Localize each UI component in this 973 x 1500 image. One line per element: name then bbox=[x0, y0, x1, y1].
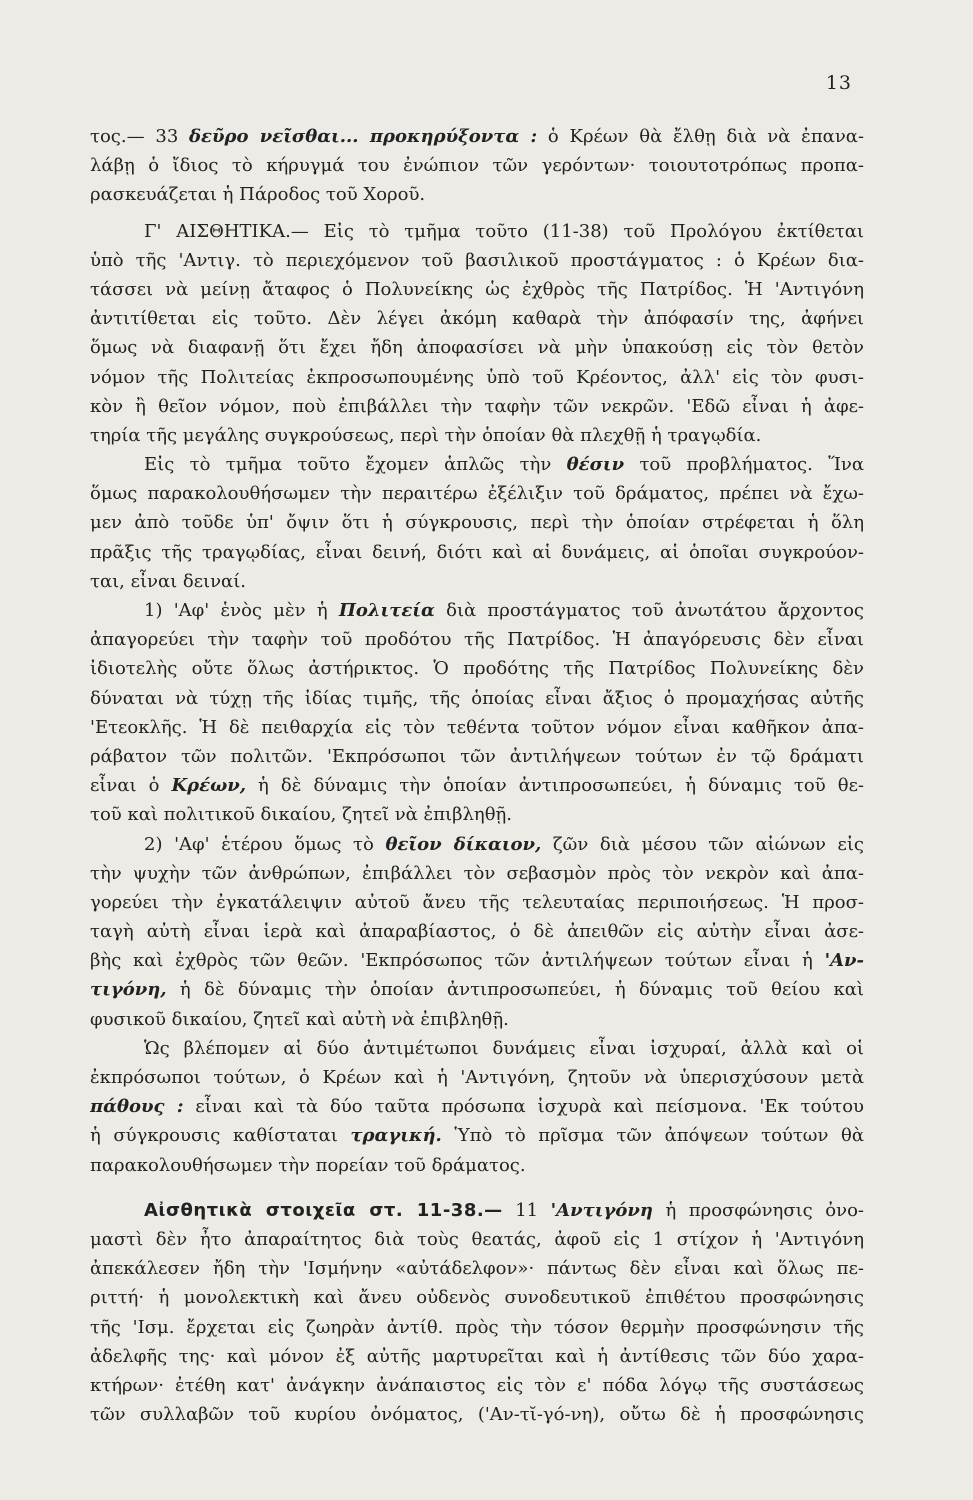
text-run: νόμον τῆς Πολιτείας ἐκπροσωπουμένης ὑπὸ τοῦ Κρέοντος, ἀλλ' εἰς τὸν φυσι- bbox=[90, 366, 864, 388]
text-run: μαστὶ δὲν ἦτο ἀπαραίτητος διὰ τοὺς θεατάς, ἀφοῦ εἰς 1 στίχον ἡ 'Αντιγόνη bbox=[90, 1228, 864, 1250]
text-line bbox=[90, 975, 864, 1004]
text-line bbox=[90, 363, 864, 392]
text-run: Ὑπὸ τὸ πρῖσμα τῶν ἀπόψεων τούτων θὰ bbox=[441, 1125, 864, 1147]
text-run: τῆς 'Ισμ. ἔρχεται εἰς ζωηρὰν ἀντίθ. πρὸς τὴν τόσον θερμὴν προσφώνησιν τῆς bbox=[90, 1316, 864, 1338]
text-line bbox=[90, 713, 864, 742]
text-run: δύναται νὰ τύχῃ τῆς ἰδίας τιμῆς, τῆς ὁποίας εἶναι ἄξιος ὁ προμαχήσας αὐτῆς bbox=[90, 687, 864, 709]
text-run: ὅμως νὰ διαφανῇ ὅτι ἔχει ἤδη ἀποφασίσει νὰ μὴν ὑπακούσῃ εἰς τὸν θετὸν bbox=[90, 337, 864, 359]
text-run: εἶναι ὁ bbox=[90, 775, 172, 797]
text-run: ἡ προσφώνησις ὀνο- bbox=[652, 1199, 864, 1221]
emphasized-text: Πολιτεία bbox=[338, 600, 435, 621]
text-run: τοῦ καὶ πολιτικοῦ δικαίου, ζητεῖ νὰ ἐπιβληθῇ. bbox=[90, 804, 513, 826]
text-run: τὴν ψυχὴν τῶν ἀνθρώπων, ἐπιβάλλει τὸν σεβασμὸν πρὸς τὸν νεκρὸν καὶ ἀπα- bbox=[90, 862, 864, 884]
text-line bbox=[90, 151, 864, 180]
text-line bbox=[90, 567, 864, 596]
text-run: ἀπαγορεύει τὴν ταφὴν τοῦ προδότου τῆς Πατρίδος. Ἡ ἀπαγόρευσις δὲν εἶναι bbox=[90, 629, 864, 651]
text-run: 11 bbox=[502, 1199, 551, 1221]
text-run: 1) 'Αφ' ἑνὸς μὲν ἡ bbox=[144, 600, 339, 621]
text-run: ἡ δὲ δύναμις τὴν ὁποίαν ἀντιπροσωπεύει, ἡ δύναμις τοῦ θείου καὶ bbox=[166, 979, 864, 1001]
body-text bbox=[90, 122, 864, 1429]
text-run: Γ' ΑΙΣΘΗΤΙΚΑ.— Εἰς τὸ τμῆμα τοῦτο (11-38) τοῦ Προλόγου ἐκτίθεται bbox=[144, 220, 864, 242]
text-line bbox=[90, 830, 864, 859]
text-run: βὴς καὶ ἐχθρὸς τῶν θεῶν. 'Εκπρόσωπος τῶν ἀντιλήψεων τούτων εἶναι ἡ bbox=[90, 950, 825, 972]
text-run: ταγὴ αὐτὴ εἶναι ἱερὰ καὶ ἀπαραβίαστος, ὁ δὲ ἀπειθῶν εἰς αὐτὴν εἶναι ἀσε- bbox=[90, 921, 864, 943]
text-line bbox=[90, 217, 864, 246]
text-run: τηρία τῆς μεγάλης συγκρούσεως, περὶ τὴν ὁποίαν θὰ πλεχθῇ ἡ τραγῳδία. bbox=[90, 424, 762, 446]
text-run: τος.— 33 bbox=[90, 126, 190, 147]
text-line bbox=[90, 1005, 864, 1034]
emphasized-text: δεῦρο νεῖσθαι... προκηρύξοντα : bbox=[189, 126, 538, 147]
section-heading: Αἰσθητικὰ στοιχεῖα στ. 11-38.— bbox=[144, 1199, 503, 1221]
text-run: Εἰς τὸ τμῆμα τοῦτο ἔχομεν ἁπλῶς τὴν bbox=[144, 454, 567, 476]
text-run: ὑπὸ τῆς 'Αντιγ. τὸ περιεχόμενον τοῦ βασιλικοῦ προστάγματος : ὁ Κρέων δια- bbox=[90, 249, 864, 271]
emphasized-text: θεῖον δίκαιον, bbox=[385, 833, 542, 855]
emphasized-text: τιγόνη, bbox=[90, 979, 167, 1001]
text-line bbox=[90, 1063, 864, 1092]
text-line bbox=[90, 1034, 864, 1063]
text-line bbox=[90, 1196, 864, 1225]
emphasized-text: 'Αν- bbox=[824, 950, 864, 972]
text-line bbox=[90, 596, 864, 625]
emphasized-text: τραγική. bbox=[350, 1125, 442, 1147]
text-line bbox=[90, 1313, 864, 1342]
text-run: διὰ προστάγματος τοῦ ἀνωτάτου ἄρχοντος bbox=[434, 600, 864, 621]
text-line bbox=[90, 1371, 864, 1400]
text-line bbox=[90, 538, 864, 567]
text-run: μεν ἀπὸ τοῦδε ὑπ' ὄψιν ὅτι ἡ σύγκρουσις, περὶ τὴν ὁποίαν στρέφεται ἡ ὅλη bbox=[90, 512, 864, 534]
text-line bbox=[90, 859, 864, 888]
text-run: ὁ Κρέων θὰ ἔλθῃ διὰ νὰ ἐπανα- bbox=[537, 126, 864, 147]
text-line bbox=[90, 917, 864, 946]
text-run: τοῦ προβλήματος. Ἵνα bbox=[624, 454, 864, 476]
text-run: ται, εἶναι δειναί. bbox=[90, 570, 246, 592]
text-run: ζῶν διὰ μέσου τῶν αἰώνων εἰς bbox=[541, 833, 864, 855]
text-line bbox=[90, 275, 864, 304]
text-run: παρακολουθήσωμεν τὴν πορείαν τοῦ δράματος. bbox=[90, 1154, 526, 1176]
paragraph-gap bbox=[90, 210, 864, 217]
text-line bbox=[90, 654, 864, 683]
text-run: λάβῃ ὁ ἴδιος τὸ κήρυγμά του ἐνώπιον τῶν γερόντων· τοιουτοτρόπως προπα- bbox=[90, 155, 864, 177]
text-line bbox=[90, 1283, 864, 1312]
text-run: εἶναι καὶ τὰ δύο ταῦτα πρόσωπα ἰσχυρὰ καὶ πείσμονα. 'Εκ τούτου bbox=[183, 1096, 864, 1118]
text-run: 'Ετεοκλῆς. Ἡ δὲ πειθαρχία εἰς τὸν τεθέντα τοῦτον νόμον εἶναι καθῆκον ἀπα- bbox=[90, 716, 864, 738]
emphasized-text: 'Αντιγόνη bbox=[550, 1199, 653, 1221]
text-line bbox=[90, 333, 864, 362]
text-line bbox=[90, 450, 864, 479]
text-line bbox=[90, 304, 864, 333]
text-line bbox=[90, 508, 864, 537]
text-line bbox=[90, 888, 864, 917]
text-line bbox=[90, 625, 864, 654]
text-line bbox=[90, 1151, 864, 1180]
paragraph-gap bbox=[90, 1180, 864, 1196]
text-run: τῶν συλλαβῶν τοῦ κυρίου ὀνόματος, ('Αν-τῐ-γό-νη), οὔτω δὲ ἡ προσφώνησις bbox=[90, 1404, 864, 1426]
text-line bbox=[90, 392, 864, 421]
text-line bbox=[90, 1254, 864, 1283]
text-line bbox=[90, 246, 864, 275]
text-line bbox=[90, 122, 864, 151]
text-run: ἀδελφῆς της· καὶ μόνον ἐξ αὐτῆς μαρτυρεῖται καὶ ἡ ἀντίθεσις τῶν δύο χαρα- bbox=[90, 1345, 864, 1367]
text-run: ἐκπρόσωποι τούτων, ὁ Κρέων καὶ ἡ 'Αντιγόνη, ζητοῦν νὰ ὑπερισχύσουν μετὰ bbox=[90, 1067, 864, 1088]
text-line bbox=[90, 684, 864, 713]
text-line bbox=[90, 479, 864, 508]
text-line bbox=[90, 1225, 864, 1254]
text-run: Ὡς βλέπομεν αἱ δύο ἀντιμέτωποι δυνάμεις εἶναι ἰσχυραί, ἀλλὰ καὶ οἱ bbox=[144, 1037, 864, 1059]
text-line bbox=[90, 1342, 864, 1371]
text-line bbox=[90, 1400, 864, 1429]
text-line bbox=[90, 421, 864, 450]
text-run: ριττή· ἡ μονολεκτικὴ καὶ ἄνευ οὐδενὸς συνοδευτικοῦ ἐπιθέτου προσφώνησις bbox=[90, 1287, 864, 1309]
text-line bbox=[90, 742, 864, 771]
text-run: ἀπεκάλεσεν ἤδη τὴν 'Ισμήνην «αὐτάδελφον»· πάντως δὲν εἶναι καὶ ὅλως πε- bbox=[90, 1258, 864, 1280]
text-run: κὸν ἢ θεῖον νόμον, ποὺ ἐπιβάλλει τὴν ταφὴν τῶν νεκρῶν. 'Εδῶ εἶναι ἡ ἀφε- bbox=[90, 395, 864, 417]
emphasized-text: πάθους : bbox=[90, 1096, 184, 1118]
text-run: κτήρων· ἐτέθη κατ' ἀνάγκην ἀνάπαιστος εἰς τὸν ε' πόδα λόγῳ τῆς συστάσεως bbox=[90, 1374, 864, 1396]
text-run: ὅμως παρακολουθήσωμεν τὴν περαιτέρω ἐξέλιξιν τοῦ δράματος, πρέπει νὰ ἔχω- bbox=[90, 483, 864, 505]
text-run: ἡ σύγκρουσις καθίσταται bbox=[90, 1125, 351, 1147]
page-number: 13 bbox=[825, 72, 852, 94]
text-run: τάσσει νὰ μείνῃ ἄταφος ὁ Πολυνείκης ὡς ἐχθρὸς τῆς Πατρίδος. Ἡ 'Αντιγόνη bbox=[90, 278, 864, 300]
text-run: φυσικοῦ δικαίου, ζητεῖ καὶ αὐτὴ νὰ ἐπιβληθῇ. bbox=[90, 1008, 509, 1030]
text-run: 2) 'Αφ' ἑτέρου ὅμως τὸ bbox=[144, 833, 386, 855]
text-line bbox=[90, 800, 864, 829]
text-line bbox=[90, 1121, 864, 1150]
text-run: ρασκευάζεται ἡ Πάροδος τοῦ Χοροῦ. bbox=[90, 184, 426, 206]
text-run: ἀντιτίθεται εἰς τοῦτο. Δὲν λέγει ἀκόμη καθαρὰ τὴν ἀπόφασίν της, ἀφήνει bbox=[90, 308, 864, 330]
text-run: γορεύει τὴν ἐγκατάλειψιν αὐτοῦ ἄνευ τῆς τελευταίας περιποιήσεως. Ἡ προσ- bbox=[90, 891, 864, 913]
text-line bbox=[90, 1092, 864, 1121]
emphasized-text: θέσιν bbox=[566, 454, 625, 476]
text-run: ἰδιοτελὴς οὔτε ὅλως ἀστήρικτος. Ὁ προδότης τῆς Πατρίδος Πολυνείκης δὲν bbox=[90, 658, 864, 680]
text-line bbox=[90, 946, 864, 975]
text-run: πρᾶξις τῆς τραγῳδίας, εἶναι δεινή, διότι καὶ αἱ δυνάμεις, αἱ ὁποῖαι συγκρούον- bbox=[90, 541, 864, 563]
emphasized-text: Κρέων, bbox=[171, 775, 246, 797]
text-run: ἡ δὲ δύναμις τὴν ὁποίαν ἀντιπροσωπεύει, ἡ δύναμις τοῦ θε- bbox=[245, 775, 864, 797]
text-line bbox=[90, 180, 864, 209]
text-run: ράβατον τῶν πολιτῶν. 'Εκπρόσωποι τῶν ἀντιλήψεων τούτων ἐν τῷ δράματι bbox=[90, 745, 864, 767]
text-line bbox=[90, 771, 864, 800]
